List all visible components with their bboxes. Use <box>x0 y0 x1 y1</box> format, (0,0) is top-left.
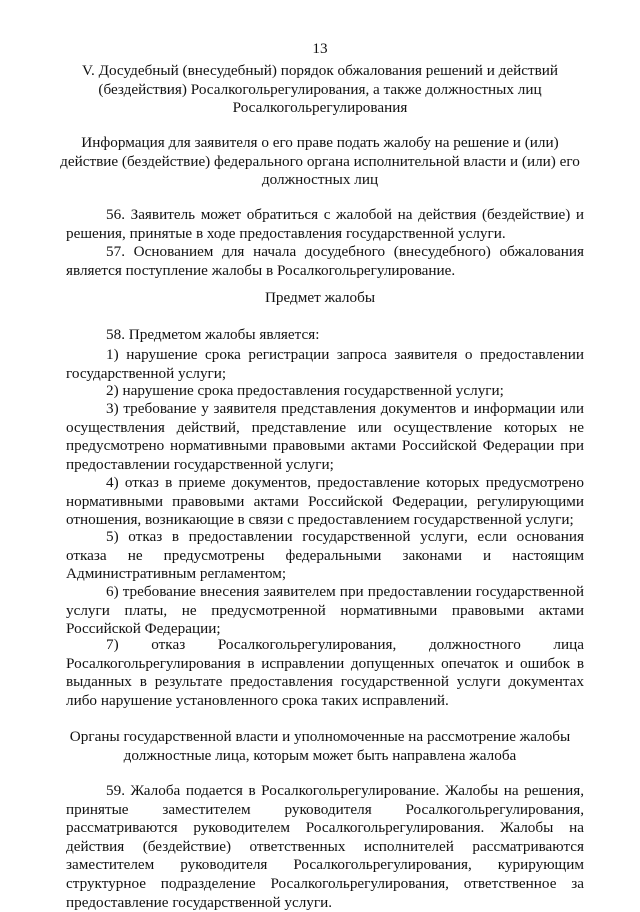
paragraph-57: 57. Основанием для начала досудебного (внесудебного) обжалования является поступление жалобы в Росалкогольрегулирование. <box>66 243 584 279</box>
list-item-5: 5) отказ в предоставлении государственной услуги, если основания отказа не предусмотрены федеральными законами и настоящим Административным регламентом; <box>66 528 584 583</box>
section-title: V. Досудебный (внесудебный) порядок обжалования решений и действий (бездействия) Росалкогольрегулирования, а также должностных лиц Росалкогольрегулирования <box>81 62 559 117</box>
list-item-7: 7) отказ Росалкогольрегулирования, должностного лица Росалкогольрегулирования в исправлении допущенных опечаток и ошибок в выданных в результате предоставления государственной услуги документах либо нарушение установленного срока таких исправлений. <box>66 636 584 709</box>
paragraph-59: 59. Жалоба подается в Росалкогольрегулирование. Жалобы на решения, принятые заместителем руководителя Росалкогольрегулирования, рассматриваются руководителем Росалкогольрегулирования. Жалобы на действия (бездействие) ответственных исполнителей рассматриваются заместителем руководителя Росалкогольрегулирования, курирующим структурное подразделение Росалкогольрегулирования, ответственное за предоставление государственной услуги. <box>66 782 584 911</box>
subject-heading: Предмет жалобы <box>264 289 376 306</box>
list-item-2: 2) нарушение срока предоставления государственной услуги; <box>106 382 504 399</box>
list-item-3: 3) требование у заявителя представления документов и информации или осуществления действий, представление или осуществление которых не предусмотрено нормативными правовыми актами Российской Федерации при предоставлении государственной услуги; <box>66 400 584 473</box>
list-item-1: 1) нарушение срока регистрации запроса заявителя о предоставлении государственной услуги; <box>66 346 584 382</box>
organs-heading: Органы государственной власти и уполномоченные на рассмотрение жалобы должностные лица, которым может быть направлена жалоба <box>69 728 571 764</box>
list-item-4: 4) отказ в приеме документов, предоставление которых предусмотрено нормативными правовыми актами Российской Федерации, регулирующими отношения, возникающие в связи с предоставлением государственной услуги; <box>66 474 584 529</box>
info-heading: Информация для заявителя о его праве подать жалобу на решение и (или) действие (бездействие) федерального органа исполнительной власти и (или) его должностных лиц <box>60 134 580 189</box>
paragraph-56: 56. Заявитель может обратиться с жалобой на действия (бездействие) и решения, принятые в ходе предоставления государственной услуги. <box>66 206 584 242</box>
list-item-6: 6) требование внесения заявителем при предоставлении государственной услуги платы, не предусмотренной нормативными правовыми актами Российской Федерации; <box>66 583 584 638</box>
page-number: 13 <box>312 40 328 57</box>
paragraph-58: 58. Предметом жалобы является: <box>106 326 320 343</box>
